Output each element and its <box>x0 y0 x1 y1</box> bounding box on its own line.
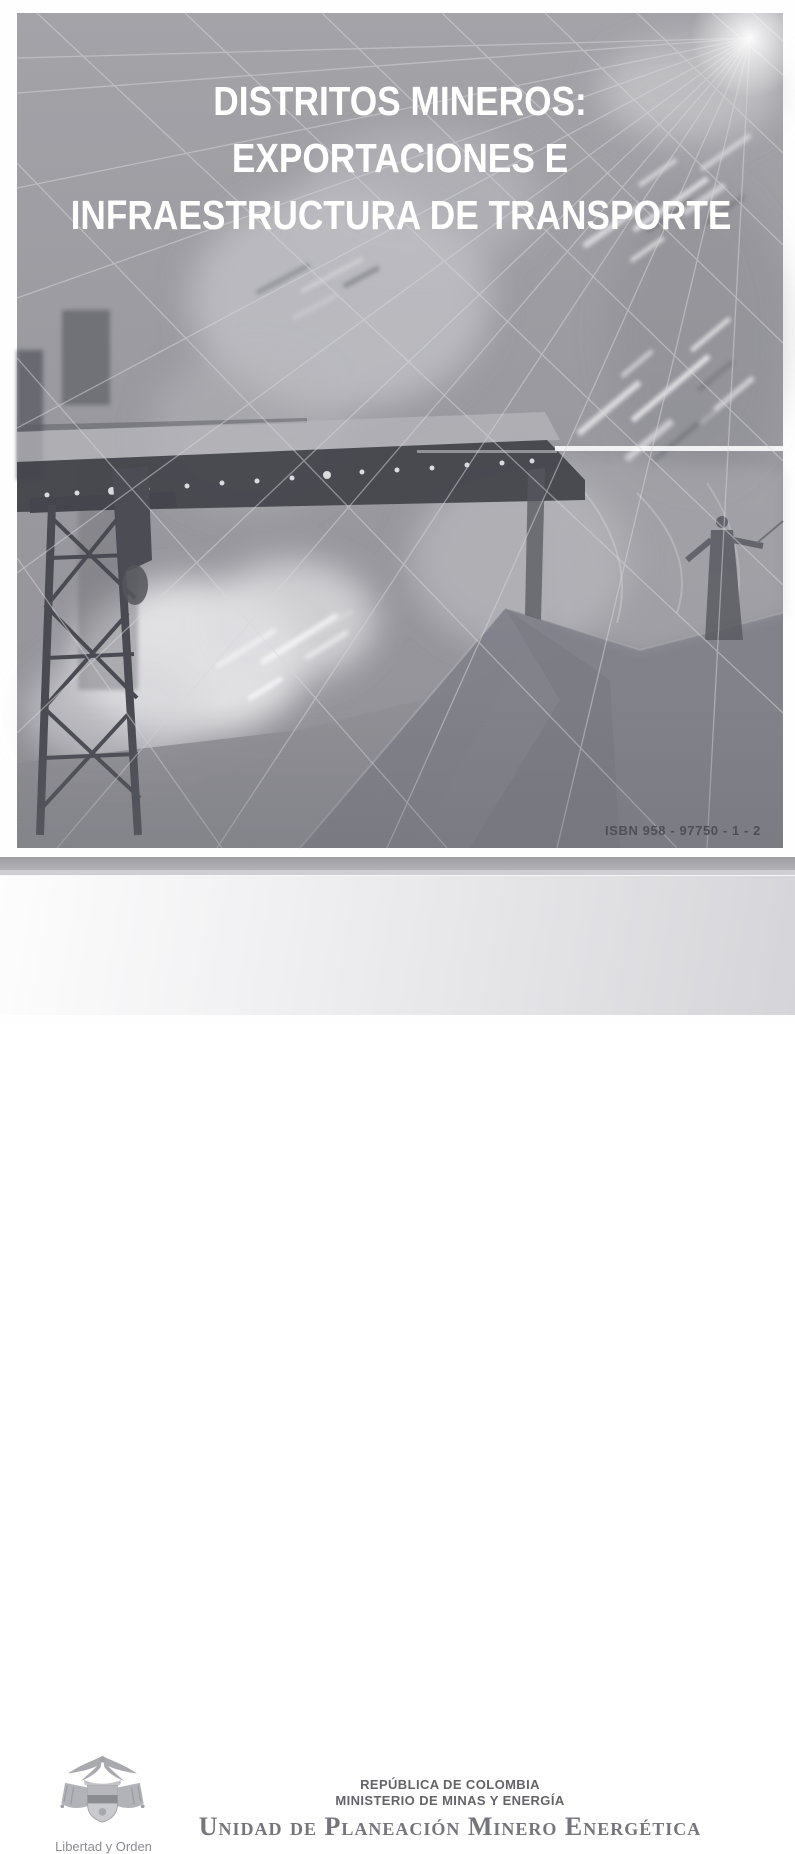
republic-line: REPÚBLICA DE COLOMBIA <box>360 1777 540 1792</box>
title-line-2: EXPORTACIONES E <box>231 135 569 181</box>
agency-line: Unidad de Planeación Minero Energética <box>198 1812 702 1841</box>
bright-cable-fade <box>417 450 557 453</box>
emblem-caption: Libertad y Orden <box>55 1839 152 1854</box>
divider-bar <box>0 857 795 870</box>
cover-title <box>17 73 783 244</box>
footer-text-block <box>115 1777 785 1842</box>
title-line-3: INFRAESTRUCTURA DE TRANSPORTE <box>70 192 732 238</box>
cover-photo <box>17 13 783 848</box>
footer-panel <box>0 875 795 1854</box>
title-line-1: DISTRITOS MINEROS: <box>213 78 587 124</box>
ministry-line: MINISTERIO DE MINAS Y ENERGÍA <box>335 1793 565 1808</box>
isbn-label: ISBN 958 - 97750 - 1 - 2 <box>604 823 761 838</box>
bright-cable <box>555 446 783 451</box>
